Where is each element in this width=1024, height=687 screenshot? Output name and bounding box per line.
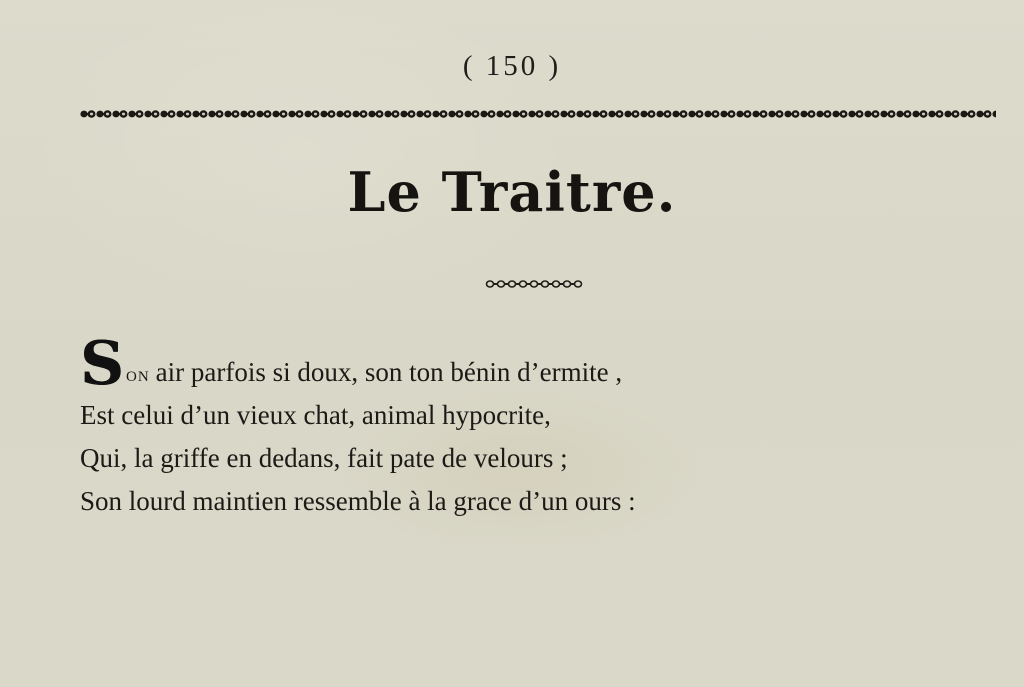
poem-stanza	[80, 329, 980, 523]
poem-line-4: Son lourd maintien ressemble à la grace d’un ours :	[80, 486, 636, 516]
poem-line-3: Qui, la griffe en dedans, fait pate de velours ;	[80, 443, 568, 473]
poem-line-1-text	[126, 357, 622, 387]
poem-line-1-smallcaps: on	[126, 361, 150, 386]
ornamental-rule	[80, 106, 996, 122]
page-number: ( 150 )	[462, 50, 562, 82]
drop-cap: S	[80, 329, 124, 399]
poem-title: Le Traitre.	[347, 160, 677, 224]
poem-line-1	[80, 329, 980, 399]
poem-line-1-rest: air parfois si doux, son ton bénin d’ermite ,	[155, 357, 623, 387]
poem-line-2: Est celui d’un vieux chat, animal hypocrite,	[80, 400, 551, 430]
small-ornament	[484, 278, 584, 290]
